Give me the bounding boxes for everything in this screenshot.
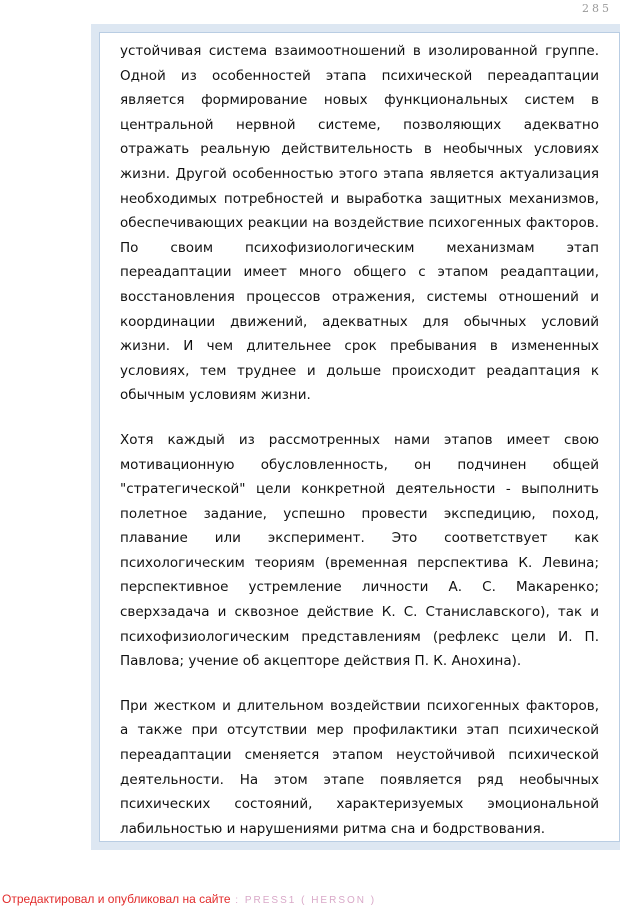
text-content: [99, 32, 620, 842]
footer-credit: [2, 892, 376, 906]
paragraph-3: При жестком и длительном воздействии психогенных факторов, а также при отсутствии мер профилактики этап психической переадаптации сменяется этапом неустойчивой психической деятельности. На этом этапе появляется ряд необычных психических состояний, характеризуемых эмоциональной лабильностью и нарушениями ритма сна и бодрствования.: [120, 697, 599, 837]
footer-site-link[interactable]: : PRESS1 ( HERSON ): [230, 895, 377, 906]
paragraph-1: устойчивая система взаимоотношений в изолированной группе. Одной из особенностей этапа психической переадаптации является формирование новых функциональных систем в центральной нервной системе, позволяющих адекватно отражать реальную действительность в необычных условиях жизни. Другой особенностью этого этапа является актуализация необходимых потребностей и выработка защитных механизмов, обеспечивающих реакции на воздействие психогенных факторов. По своим психофизиологическим механизмам этап переадаптации имеет много общего с этапом реадаптации, восстановления процессов отражения, системы отношений и координации движений, адекватных для обычных условий жизни. И чем длительнее срок пребывания в измененных условиях, тем труднее и дольше происходит реадаптация к обычным условиям жизни.: [120, 43, 599, 404]
footer-credit-text: Отредактировал и опубликовал на сайте: [2, 892, 231, 906]
paragraph-2: Хотя каждый из рассмотренных нами этапов имеет свою мотивационную обусловленность, он подчинен общей "стратегической" цели конкретной деятельности - выполнить полетное задание, успешно провести экспедицию, поход, плавание или эксперимент. Это соответствует как психологическим теориям (временная перспектива К. Левина; перспективное устремление личности А. С. Макаренко; сверхзадача и сквозное действие К. С. Станиславского), так и психофизиологическим представлениям (рефлекс цели И. П. Павлова; учение об акцепторе действия П. К. Анохина).: [120, 431, 599, 670]
page-number: 285: [582, 2, 612, 15]
page-frame: [91, 24, 620, 850]
